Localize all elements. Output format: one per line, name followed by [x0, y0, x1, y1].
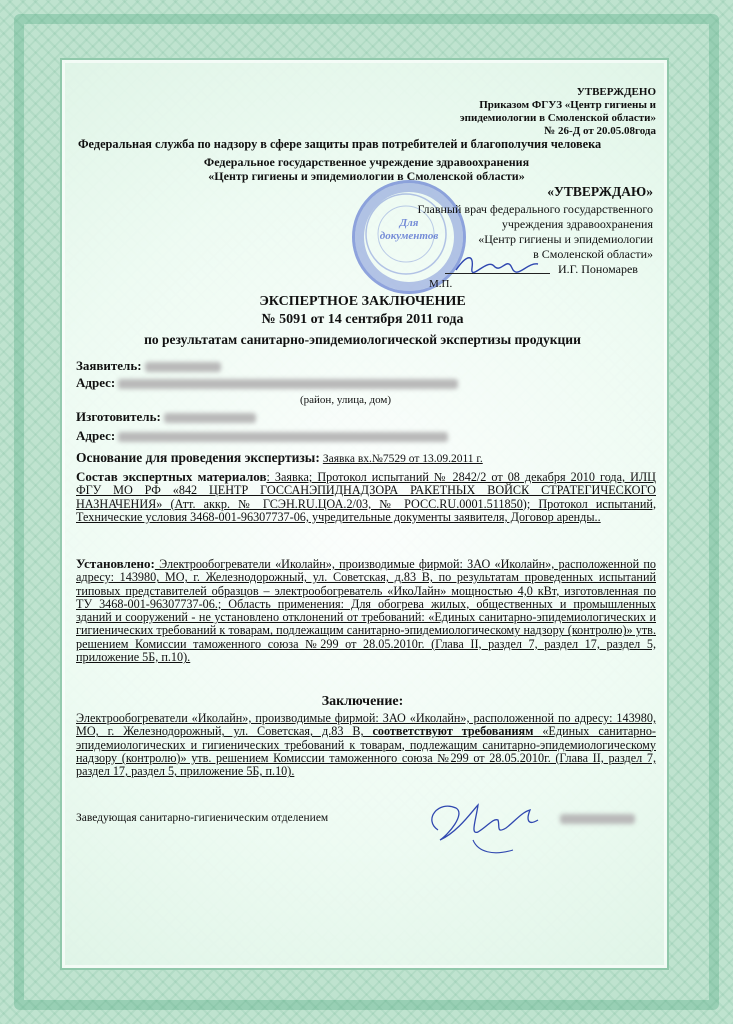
address2-label: Адрес: [76, 428, 116, 443]
approved-line2: эпидемиологии в Смоленской области» [459, 112, 656, 124]
head-of-department-label: Заведующая санитарно-гигиеническим отделением [76, 812, 329, 824]
affirm-line3: «Центр гигиены и эпидемиологии [478, 232, 653, 246]
institution-line1: Федеральное государственное учреждение здравоохранения [203, 155, 530, 169]
applicant-field [76, 359, 221, 373]
manufacturer-redacted [164, 413, 256, 423]
chief-signature-icon [452, 250, 542, 278]
affirm-line4: в Смоленской области» [533, 247, 653, 261]
agency-name: Федеральная служба по надзору в сфере защиты прав потребителей и благополучия человека [78, 137, 602, 151]
established-text: Электрообогреватели «Иколайн», производимые фирмой: ЗАО «Иколайн», расположенной по адресу: 143980, МО, г. Железнодорожный, ул. Советская, д.83 В, по результатам проведенных испытаний типовых представителей образцов – электрообогреватель «ИкоЛайн» мощностью 4,0 кВт, изготовленная по ТУ 3468-001-96307737-06.; Область применения: Для обогрева жилых, общественных и промышленных зданий и сооружений - не установлено отклонений от требований: «Единых санитарно-эпидемиологических и гигиенических требований к товарам, подлежащим санитарно-эпидемиологическому надзору (контролю)» утв. решением Комиссии таможенного союза №299 от 28.05.2010г. (Глава II, раздел 7, раздел 17, раздел 5, приложение 5Б, п.10). [76, 557, 656, 665]
approved-line1: Приказом ФГУЗ «Центр гигиены и [479, 99, 656, 111]
affirm-line1: Главный врач федерального государственного [417, 202, 653, 216]
conclusion-text-bold: соответствуют требованиям [372, 724, 534, 739]
address-label: Адрес: [76, 375, 116, 390]
conclusion-text-part1: Электрообогреватели «Иколайн», производимые фирмой: ЗАО «Иколайн», расположенной по адресу: 143980, МО, г. Железнодорожный, ул. Советская, д.83 В, [76, 711, 656, 739]
applicant-label: Заявитель: [76, 358, 142, 373]
applicant-redacted [145, 362, 221, 372]
address-redacted [118, 379, 458, 389]
established-paragraph [76, 557, 656, 664]
basis-value: Заявка вх.№7529 от 13.09.2011 г. [322, 453, 483, 465]
title-line3: по результатам санитарно-эпидемиологической экспертизы продукции [144, 332, 581, 347]
institution-line2: «Центр гигиены и эпидемиологии в Смоленской области» [208, 169, 525, 183]
conclusion-text-part2: «Единых санитарно-эпидемиологических и гигиенических требований к товарам, подлежащим санитарно-эпидемиологическому надзору (контролю)» утв. решением Комиссии таможенного союза №299 от 28.05.2010г. (Глава II, раздел 7, раздел 17, раздел 5, приложение 5Б, п.10). [76, 724, 656, 779]
affirm-signer: И.Г. Пономарев [558, 262, 638, 276]
manufacturer-label: Изготовитель: [76, 409, 161, 424]
established-label: Установлено: [76, 556, 155, 571]
affirm-line2: учреждения здравоохранения [501, 217, 653, 231]
materials-text: : Заявка; Протокол испытаний № 2842/2 от 08 декабря 2010 года, ИЛЦ ФГУ МО РФ «842 ЦЕНТР ГОССАНЭПИДНАДЗОРА РАКЕТНЫХ ВОЙСК СТРАТЕГИЧЕСКОГО НАЗНАЧЕНИЯ» (Атт. аккр. № ГСЭН.RU.ЦОА.2/03, № РОСС.RU.0001.511850); Протокол испытаний, Технические условия 3468-001-96307737-06, учредительные документы заявителя, Договор аренды.. [76, 470, 656, 524]
basis-row [76, 451, 483, 466]
title-line1: ЭКСПЕРТНОЕ ЗАКЛЮЧЕНИЕ [259, 294, 466, 309]
basis-label: Основание для проведения экспертизы: [76, 450, 320, 465]
head-signature-icon [418, 790, 558, 862]
stamp-mp: М.П. [429, 278, 453, 290]
address2-field [76, 429, 448, 443]
manufacturer-field [76, 410, 256, 424]
address2-redacted [118, 432, 448, 442]
address-field [76, 376, 458, 390]
head-name-redacted [560, 814, 635, 824]
title-line2: № 5091 от 14 сентября 2011 года [261, 312, 464, 327]
conclusion-title: Заключение: [321, 694, 404, 709]
address-hint: (район, улица, дом) [300, 394, 391, 406]
approved-title: УТВЕРЖДЕНО [576, 86, 656, 98]
stamp-text: Для документов [379, 217, 439, 242]
conclusion-paragraph [76, 712, 656, 778]
affirm-title: «УТВЕРЖДАЮ» [547, 184, 653, 199]
approved-line3: № 26-Д от 20.05.08года [544, 125, 656, 137]
materials-label: Состав экспертных материалов [76, 469, 267, 484]
materials-paragraph [76, 470, 656, 524]
